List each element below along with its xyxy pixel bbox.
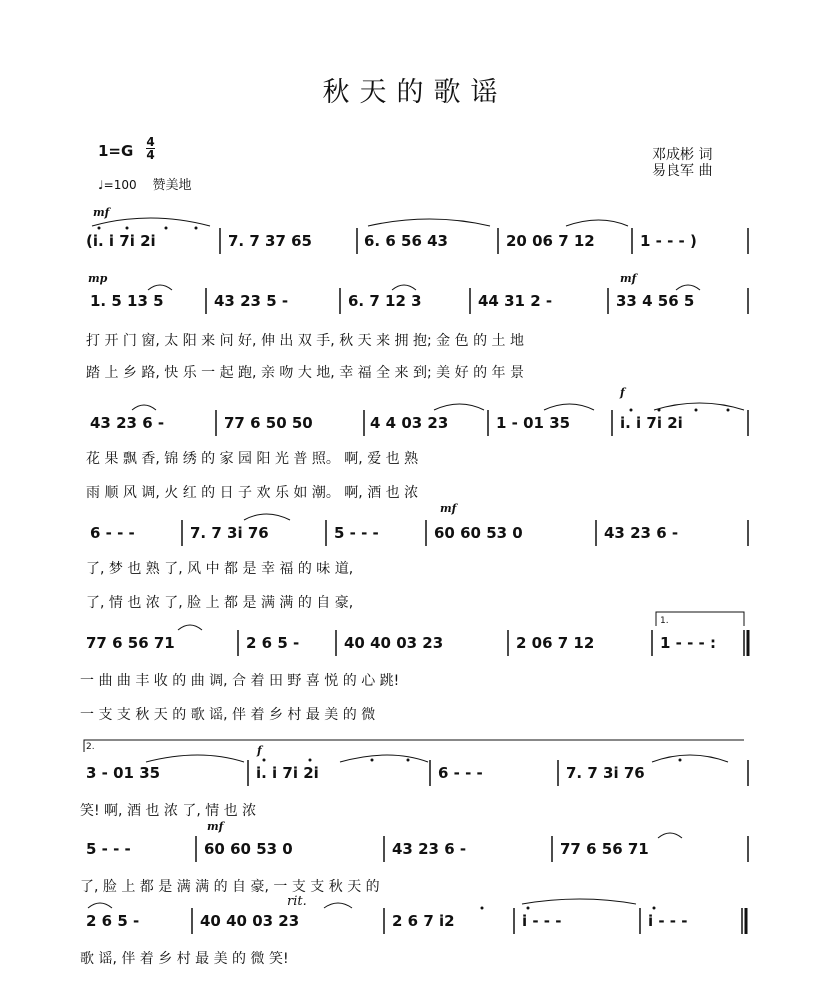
measure-4-4: 60 60 53 0: [434, 524, 523, 542]
measure-4-5: 43 23 6 -: [604, 524, 679, 542]
measure-6-3: 6 - - -: [438, 764, 483, 782]
measure-4-2: 7. 7 3i 76: [190, 524, 269, 542]
measure-8-3: 2 6 7 i2: [392, 912, 455, 930]
tempo-marking: [98, 174, 191, 193]
dynamic-mf: mf: [440, 502, 457, 515]
lyrics-row6-verse1: 笑! 啊, 酒 也 浓 了, 情 也 浓: [80, 803, 257, 819]
measure-1-2: 7. 7 37 65: [228, 232, 312, 250]
lyrics-row3-verse1: 花 果 飘 香, 锦 绣 的 家 园 阳 光 普 照。 啊, 爱 也 熟: [86, 451, 419, 467]
dynamic-mf: mf: [207, 820, 224, 833]
lyrics-row8-verse1: 歌 谣, 伴 着 乡 村 最 美 的 微 笑!: [80, 951, 289, 967]
lyrics-row2-verse2: 踏 上 乡 路, 快 乐 一 起 跑, 亲 吻 大 地, 幸 福 全 来 到; 美 好 的 年 景: [86, 365, 524, 381]
dynamic-f: f: [257, 744, 262, 757]
measure-8-2: 40 40 03 23: [200, 912, 300, 930]
measure-3-3: 4 4 03 23: [370, 414, 449, 432]
measure-1-5: 1 - - - ): [640, 232, 697, 250]
measure-2-2: 43 23 5 -: [214, 292, 289, 310]
lyrics-row5-verse2: 一 支 支 秋 天 的 歌 谣, 伴 着 乡 村 最 美 的 微: [80, 707, 376, 723]
time-signature: [146, 136, 155, 161]
measure-2-1: 1. 5 13 5: [90, 292, 164, 310]
measure-6-1: 3 - 01 35: [86, 764, 161, 782]
lyrics-row5-verse1: 一 曲 曲 丰 收 的 曲 调, 合 着 田 野 喜 悦 的 心 跳!: [80, 673, 400, 689]
dynamic-f: f: [620, 386, 625, 399]
measure-3-4: 1 - 01 35: [496, 414, 571, 432]
measure-2-3: 6. 7 12 3: [348, 292, 422, 310]
dynamic-mf: mf: [620, 272, 637, 285]
time-signature-bottom: 4: [146, 148, 155, 162]
volta-second: 2.: [86, 742, 95, 752]
measure-6-4: 7. 7 3i 76: [566, 764, 645, 782]
measure-4-1: 6 - - -: [90, 524, 135, 542]
measure-7-4: 77 6 56 71: [560, 840, 649, 858]
lyrics-row4-verse2: 了, 情 也 浓 了, 脸 上 都 是 满 满 的 自 豪,: [86, 595, 354, 611]
tempo-value: ♩=100: [98, 178, 137, 192]
page-title: 秋天的歌谣: [322, 77, 508, 108]
lyricist-credit: 邓成彬 词: [652, 147, 713, 163]
measure-8-5: i - - -: [648, 912, 688, 930]
measure-3-1: 43 23 6 -: [90, 414, 165, 432]
lyrics-row3-verse2: 雨 顺 风 调, 火 红 的 日 子 欢 乐 如 潮。 啊, 酒 也 浓: [86, 485, 419, 501]
key-signature: 1=G: [98, 142, 134, 160]
measure-1-1: (i. i 7i 2i: [86, 232, 156, 250]
measure-2-5: 33 4 56 5: [616, 292, 695, 310]
expression-marking: 赞美地: [152, 178, 192, 193]
measure-5-5: 1 - - - :: [660, 634, 717, 652]
lyrics-row4-verse1: 了, 梦 也 熟 了, 风 中 都 是 幸 福 的 味 道,: [86, 561, 354, 577]
measure-8-4: i - - -: [522, 912, 562, 930]
volta-first: 1.: [660, 616, 669, 626]
measure-5-1: 77 6 56 71: [86, 634, 175, 652]
measure-1-3: 6. 6 56 43: [364, 232, 448, 250]
measure-6-2: i. i 7i 2i: [256, 764, 319, 782]
dynamic-mf: mf: [93, 206, 110, 219]
time-signature-top: 4: [146, 135, 155, 149]
measure-5-4: 2 06 7 12: [516, 634, 595, 652]
measure-8-1: 2 6 5 -: [86, 912, 140, 930]
dynamic-mp: mp: [88, 272, 108, 285]
rit-marking: rit.: [287, 894, 307, 909]
measure-7-3: 43 23 6 -: [392, 840, 467, 858]
measure-7-1: 5 - - -: [86, 840, 131, 858]
measure-3-2: 77 6 50 50: [224, 414, 313, 432]
lyrics-row2-verse1: 打 开 门 窗, 太 阳 来 问 好, 伸 出 双 手, 秋 天 来 拥 抱; 金 色 的 土 地: [86, 333, 524, 349]
measure-1-4: 20 06 7 12: [506, 232, 595, 250]
composer-credit: 易良军 曲: [652, 163, 713, 179]
measure-2-4: 44 31 2 -: [478, 292, 553, 310]
lyrics-row7-verse1: 了, 脸 上 都 是 满 满 的 自 豪, 一 支 支 秋 天 的: [80, 879, 380, 895]
measure-3-5: i. i 7i 2i: [620, 414, 683, 432]
measure-5-3: 40 40 03 23: [344, 634, 444, 652]
measure-5-2: 2 6 5 -: [246, 634, 300, 652]
measure-4-3: 5 - - -: [334, 524, 379, 542]
measure-7-2: 60 60 53 0: [204, 840, 293, 858]
